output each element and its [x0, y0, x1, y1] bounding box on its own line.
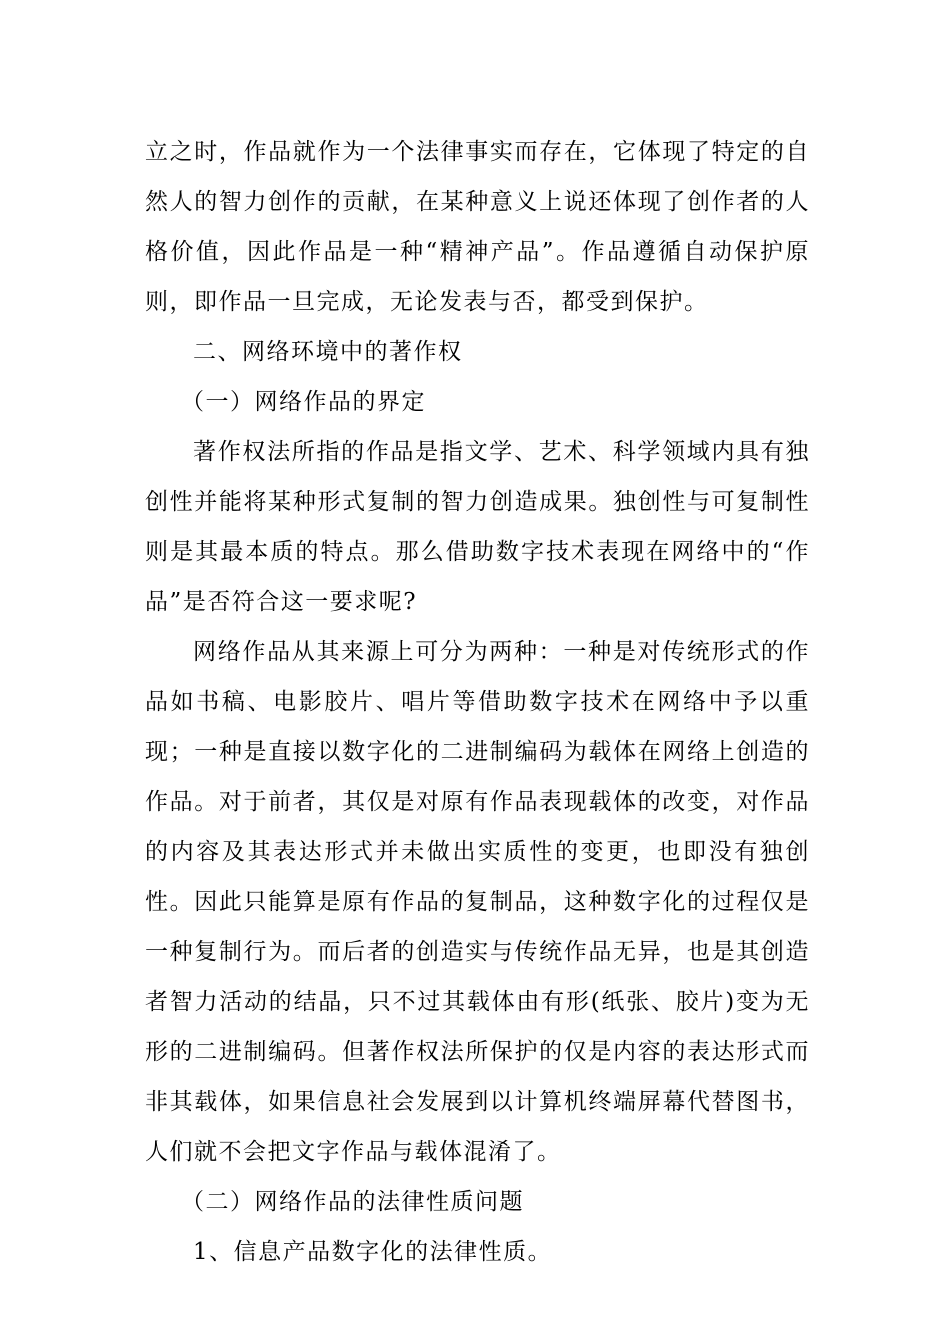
item-heading-digitization-legal-nature: 1、信息产品数字化的法律性质。: [193, 1239, 553, 1265]
paragraph-works-definition: 著作权法所指的作品是指文学、艺术、科学领域内具有独创性并能将某种形式复制的智力创造成果。独创性与可复制性则是其最本质的特点。那么借助数字技术表现在网络中的“作品”是否符合这一要求呢?: [145, 439, 810, 615]
subsection-heading-legal-nature: （二）网络作品的法律性质问题: [181, 1189, 524, 1215]
subsection-heading-network-works-definition: （一）网络作品的界定: [181, 389, 426, 415]
section-heading-network-copyright: 二、网络环境中的著作权: [193, 339, 463, 365]
paragraph-continuation: 立之时，作品就作为一个法律事实而存在，它体现了特定的自然人的智力创作的贡献，在某种意义上说还体现了创作者的人格价值，因此作品是一种“精神产品”。作品遵循自动保护原则，即作品一旦完成，无论发表与否，都受到保护。: [145, 139, 810, 315]
paragraph-network-works-sources: 网络作品从其来源上可分为两种：一种是对传统形式的作品如书稿、电影胶片、唱片等借助数字技术在网络中予以重现；一种是直接以数字化的二进制编码为载体在网络上创造的作品。对于前者，其仅是对原有作品表现载体的改变，对作品的内容及其表达形式并未做出实质性的变更，也即没有独创性。因此只能算是原有作品的复制品，这种数字化的过程仅是一种复制行为。而后者的创造实与传统作品无异，也是其创造者智力活动的结晶，只不过其载体由有形(纸张、胶片)变为无形的二进制编码。但著作权法所保护的仅是内容的表达形式而非其载体，如果信息社会发展到以计算机终端屏幕代替图书，人们就不会把文字作品与载体混淆了。: [145, 639, 810, 1165]
document-body: [145, 127, 810, 1277]
